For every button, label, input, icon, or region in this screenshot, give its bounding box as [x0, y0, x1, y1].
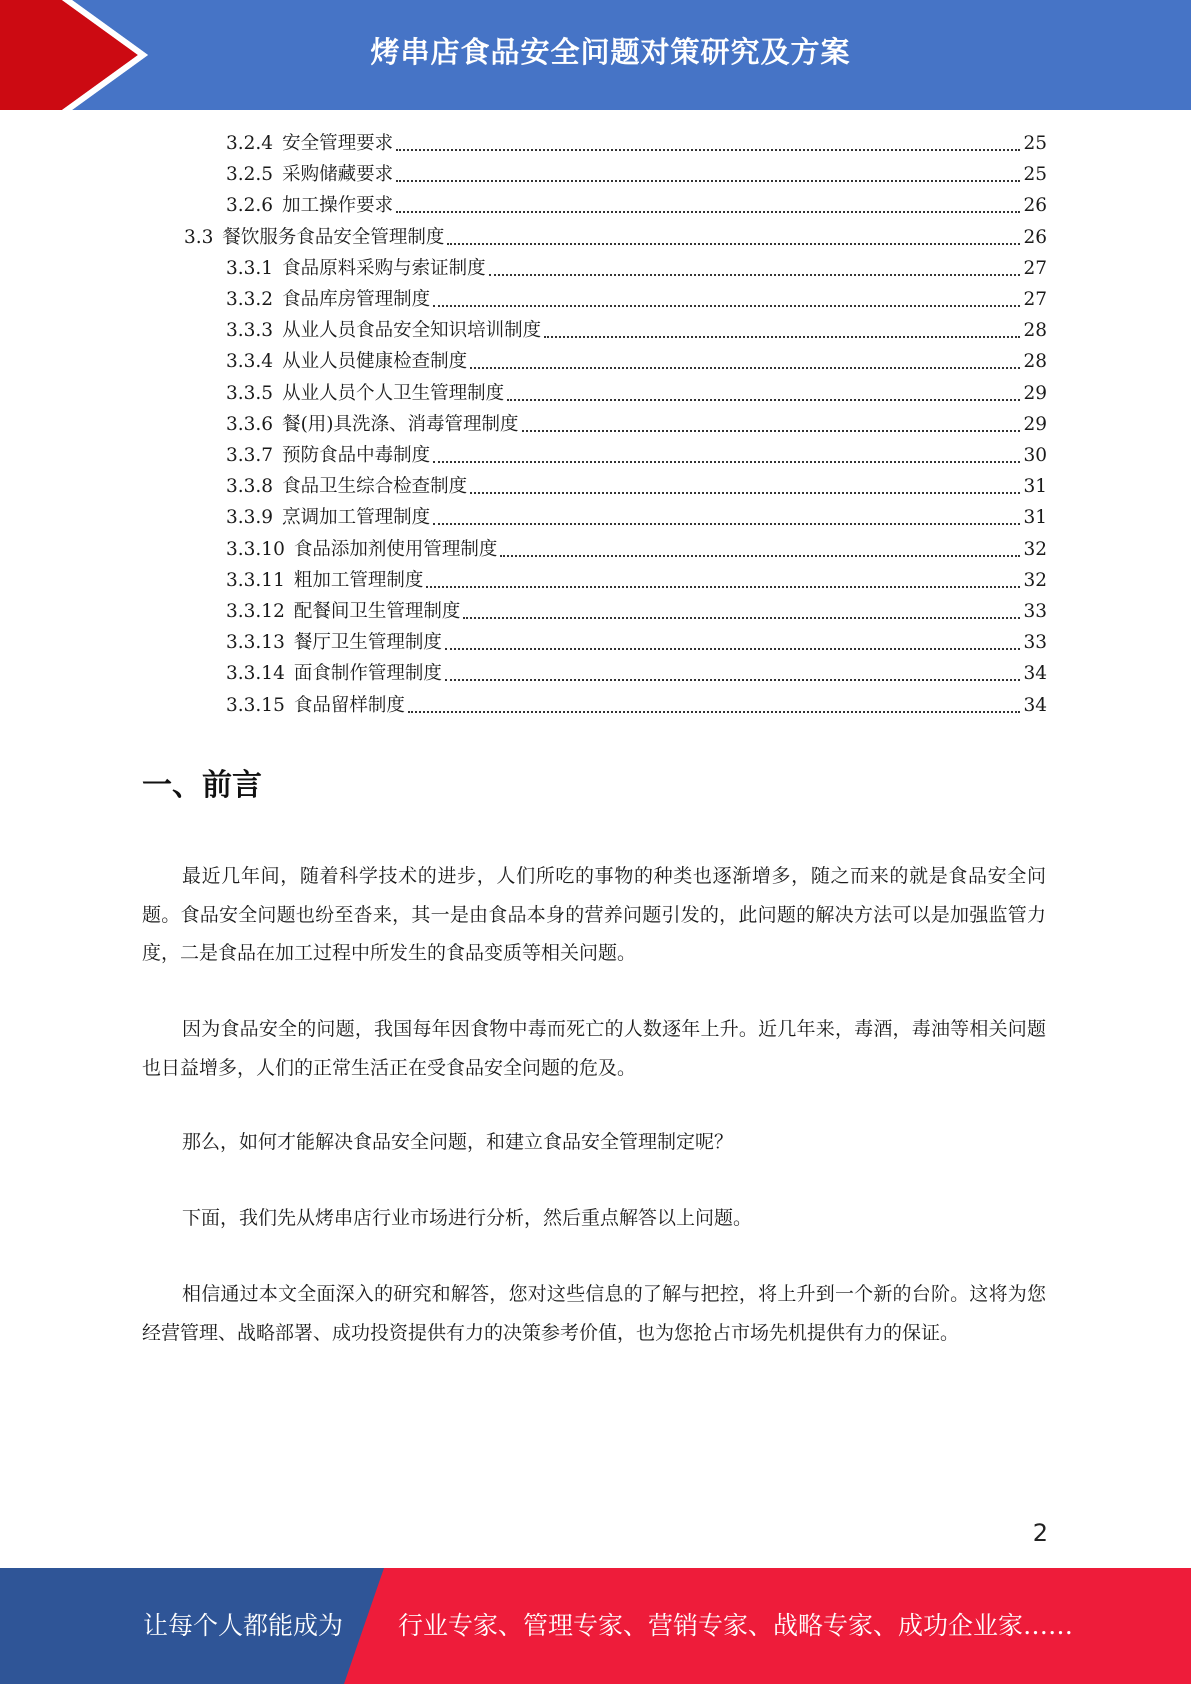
toc-entry-title: 配餐间卫生管理制度 — [293, 601, 461, 622]
toc-leader-dots — [408, 710, 1021, 713]
toc-entry-page: 32 — [1023, 569, 1047, 591]
toc-entry-label — [226, 128, 393, 159]
toc-entry-title: 食品库房管理制度 — [282, 289, 431, 310]
toc-entry-page: 34 — [1023, 694, 1047, 716]
toc-entry-number: 3.3.6 — [226, 413, 274, 435]
toc-leader-dots — [500, 554, 1020, 557]
toc-entry-label — [226, 565, 423, 596]
paragraph: 因为食品安全的问题，我国每年因食物中毒而死亡的人数逐年上升。近几年来，毒酒，毒油等相关问题也日益增多，人们的正常生活正在受食品安全问题的危及。 — [142, 1018, 1046, 1079]
toc-entry[interactable] — [226, 534, 1047, 565]
toc-entry-number: 3.3.12 — [226, 601, 285, 622]
page-header — [0, 0, 1191, 110]
toc-entry-page: 28 — [1023, 351, 1047, 373]
toc-entry-label — [226, 534, 497, 565]
toc-entry-page: 31 — [1023, 476, 1047, 498]
toc-entry-label — [226, 159, 393, 190]
toc-entry-label — [226, 440, 430, 471]
toc-entry[interactable] — [226, 471, 1047, 502]
toc-entry-number: 3.3.3 — [226, 320, 274, 342]
toc-entry-page: 32 — [1023, 538, 1047, 560]
toc-entry-title: 从业人员个人卫生管理制度 — [282, 382, 505, 404]
toc-entry-label — [226, 284, 430, 315]
toc-leader-dots — [522, 429, 1021, 432]
toc-entry-number: 3.3.11 — [226, 569, 285, 591]
toc-leader-dots — [447, 242, 1020, 245]
toc-entry-title: 食品卫生综合检查制度 — [282, 476, 468, 498]
toc-entry-label — [184, 222, 444, 253]
toc-entry-title: 粗加工管理制度 — [293, 569, 424, 591]
toc-leader-dots — [544, 335, 1020, 338]
footer-slogan-right: 行业专家、管理专家、营销专家、战略专家、成功企业家…… — [398, 1611, 1074, 1640]
toc-entry-label — [226, 378, 504, 409]
toc-leader-dots — [470, 491, 1020, 494]
toc-entry-page: 26 — [1023, 226, 1047, 248]
toc-leader-dots — [426, 585, 1020, 588]
toc-entry-label — [226, 690, 405, 721]
toc-entry[interactable] — [226, 658, 1047, 689]
toc-entry-page: 34 — [1023, 663, 1047, 685]
toc-entry[interactable] — [226, 627, 1047, 658]
toc-entry-number: 3.3.9 — [226, 507, 274, 529]
toc-entry-title: 从业人员食品安全知识培训制度 — [282, 320, 542, 342]
toc-entry-number: 3.3.8 — [226, 476, 274, 498]
toc-entry-page: 25 — [1023, 164, 1047, 186]
toc-entry-title: 餐饮服务食品安全管理制度 — [222, 226, 445, 248]
toc-entry-label — [226, 627, 442, 658]
toc-leader-dots — [433, 304, 1020, 307]
toc-entry-number: 3.3.5 — [226, 382, 274, 404]
toc-entry[interactable] — [226, 190, 1047, 221]
toc-leader-dots — [433, 460, 1020, 463]
toc-leader-dots — [445, 647, 1021, 650]
toc-entry-number: 3.3.2 — [226, 289, 274, 310]
toc-entry-label — [226, 190, 393, 221]
toc-entry-label — [226, 658, 442, 689]
toc-entry[interactable] — [226, 502, 1047, 533]
section-heading: 一、前言 — [142, 768, 262, 803]
toc-entry[interactable] — [226, 128, 1047, 159]
toc-entry-title: 食品添加剂使用管理制度 — [293, 538, 498, 560]
toc-entry-number: 3.2.6 — [226, 195, 274, 217]
toc-entry[interactable] — [226, 565, 1047, 596]
toc-leader-dots — [433, 522, 1020, 525]
toc-entry-number: 3.3.4 — [226, 351, 274, 373]
toc-leader-dots — [470, 366, 1020, 369]
toc-entry[interactable] — [226, 346, 1047, 377]
toc-leader-dots — [507, 398, 1020, 401]
toc-entry[interactable] — [226, 440, 1047, 471]
toc-entry-title: 从业人员健康检查制度 — [282, 351, 468, 373]
page-number: 2 — [1032, 1519, 1048, 1547]
toc-entry-title: 预防食品中毒制度 — [282, 445, 431, 466]
toc-entry-page: 27 — [1023, 257, 1047, 279]
toc-entry-title: 食品原料采购与索证制度 — [282, 257, 486, 279]
toc-entry-page: 29 — [1023, 413, 1047, 435]
toc-entry[interactable] — [226, 253, 1047, 284]
toc-entry-title: 安全管理要求 — [282, 133, 394, 154]
toc-entry-page: 26 — [1023, 195, 1047, 217]
toc-entry-title: 面食制作管理制度 — [293, 663, 442, 685]
toc-entry-number: 3.3.13 — [226, 632, 285, 654]
toc-entry-label — [226, 596, 460, 627]
toc-entry-page: 33 — [1023, 632, 1047, 654]
document-title: 烤串店食品安全问题对策研究及方案 — [370, 34, 851, 69]
toc-entry[interactable] — [226, 159, 1047, 190]
toc-entry-page: 33 — [1023, 601, 1047, 622]
toc-entry-page: 30 — [1023, 445, 1047, 466]
toc-entry[interactable] — [226, 378, 1047, 409]
toc-entry-number: 3.3.15 — [226, 694, 285, 716]
footer-slogan-left: 让每个人都能成为 — [143, 1611, 344, 1640]
toc-entry-label — [226, 471, 467, 502]
toc-entry-page: 25 — [1023, 133, 1047, 154]
toc-leader-dots — [396, 179, 1020, 182]
toc-entry-number: 3.3.7 — [226, 445, 274, 466]
toc-entry[interactable] — [226, 690, 1047, 721]
toc-leader-dots — [396, 210, 1020, 213]
toc-entry-number: 3.3.14 — [226, 663, 285, 685]
toc-entry-number: 3.3 — [184, 226, 214, 248]
toc-entry-title: 采购储藏要求 — [282, 164, 394, 186]
toc-entry-title: 餐(用)具洗涤、消毒管理制度 — [282, 413, 519, 435]
toc-entry[interactable] — [226, 315, 1047, 346]
toc-entry-label — [226, 315, 541, 346]
toc-entry[interactable] — [226, 409, 1047, 440]
toc-entry[interactable] — [184, 222, 1047, 253]
toc-leader-dots — [445, 678, 1021, 681]
toc-entry-page: 27 — [1023, 289, 1047, 310]
toc-entry[interactable] — [226, 596, 1047, 627]
toc-entry-title: 餐厅卫生管理制度 — [293, 632, 442, 654]
toc-entry-title: 烹调加工管理制度 — [282, 507, 431, 529]
toc-entry-page: 28 — [1023, 320, 1047, 342]
paragraph: 那么，如何才能解决食品安全问题，和建立食品安全管理制定呢？ — [182, 1131, 734, 1153]
toc-entry-label — [226, 253, 486, 284]
paragraph: 最近几年间，随着科学技术的进步，人们所吃的事物的种类也逐渐增多，随之而来的就是食品安全问题。食品安全问题也纷至沓来，其一是由食品本身的营养问题引发的，此问题的解决方法可以是加强监管力度，二是食品在加工过程中所发生的食品变质等相关问题。 — [142, 865, 1046, 964]
toc-entry-title: 食品留样制度 — [293, 694, 405, 716]
toc-entry-label — [226, 409, 519, 440]
toc-leader-dots — [396, 148, 1020, 151]
toc-entry-number: 3.2.4 — [226, 133, 274, 154]
paragraph: 下面，我们先从烤串店行业市场进行分析，然后重点解答以上问题。 — [182, 1207, 753, 1229]
toc-leader-dots — [463, 616, 1020, 619]
paragraph: 相信通过本文全面深入的研究和解答，您对这些信息的了解与把控，将上升到一个新的台阶。这将为您经营管理、战略部署、成功投资提供有力的决策参考价值，也为您抢占市场先机提供有力的保证。 — [142, 1283, 1046, 1344]
toc-entry-title: 加工操作要求 — [282, 195, 394, 217]
toc-entry-page: 29 — [1023, 382, 1047, 404]
toc-leader-dots — [489, 273, 1021, 276]
toc-entry[interactable] — [226, 284, 1047, 315]
toc-entry-number: 3.3.10 — [226, 538, 285, 560]
toc-entry-label — [226, 346, 467, 377]
toc-entry-number: 3.2.5 — [226, 164, 274, 186]
toc-entry-label — [226, 502, 430, 533]
toc-entry-number: 3.3.1 — [226, 257, 274, 279]
page-footer — [0, 1568, 1191, 1684]
toc-entry-page: 31 — [1023, 507, 1047, 529]
